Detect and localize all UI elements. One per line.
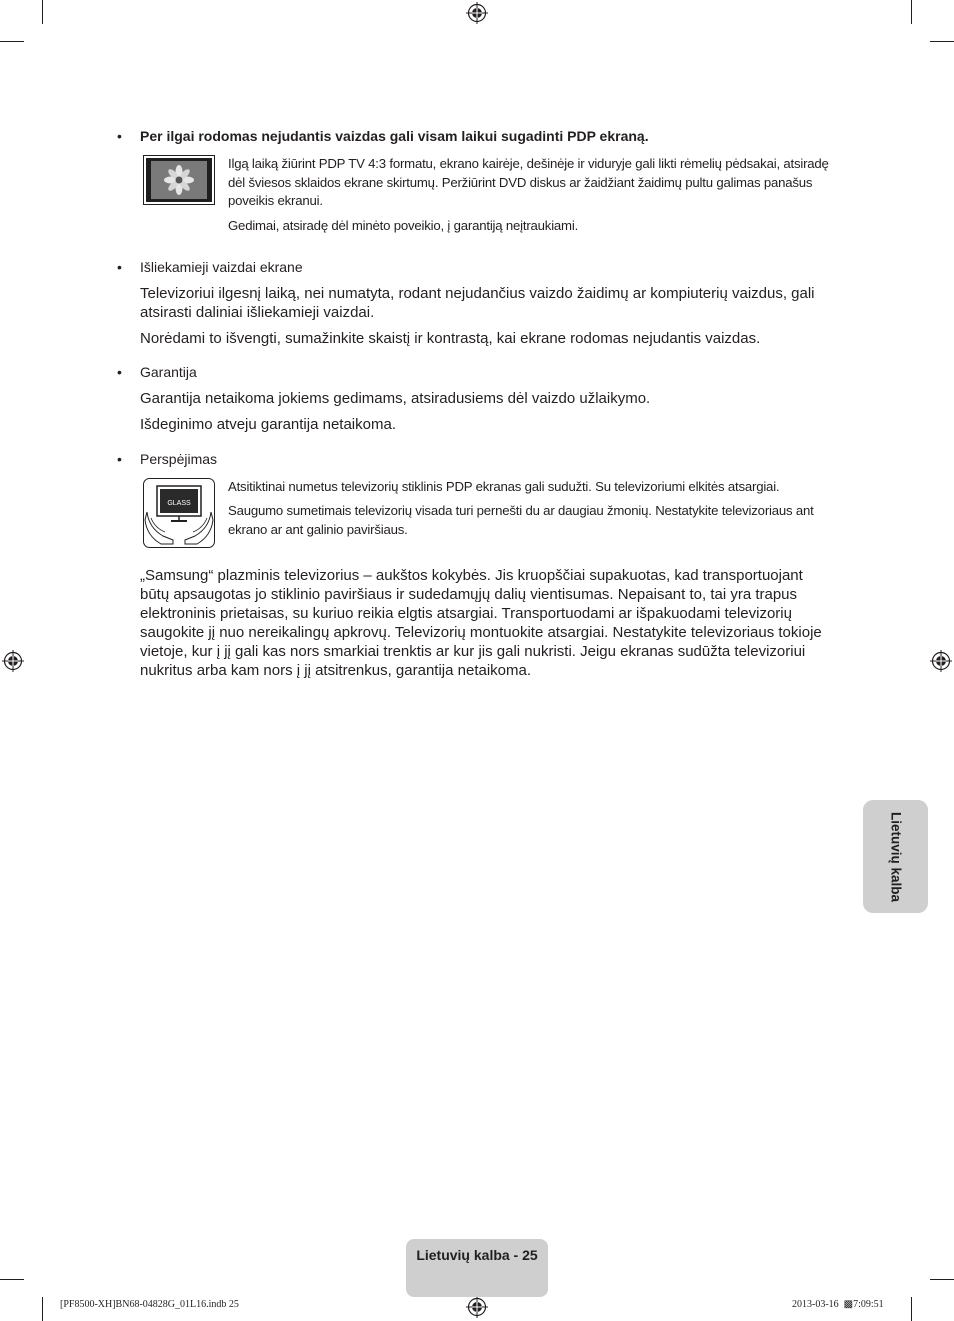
bullet: •	[117, 128, 122, 144]
page-number-label: Lietuvių kalba - 25	[416, 1247, 538, 1263]
crop-mark	[0, 41, 24, 42]
crop-mark	[42, 1297, 43, 1321]
body-paragraph: Televizoriui ilgesnį laiką, nei numatyta, rodant nejudančius vaizdo žaidimų ar kompiuterių vaizdus, gali atsirasti daliniai išliekamieji vaizdai.	[140, 285, 815, 321]
language-side-tab	[863, 800, 928, 913]
registration-mark-icon	[466, 2, 488, 24]
body-paragraph: Norėdami to išvengti, sumažinkite skaistį ir kontrastą, kai ekrane rodomas nejudantis vaizdas.	[140, 330, 761, 347]
footer-file: [PF8500-XH]BN68-04828G_01L16.indb 25	[60, 1299, 239, 1310]
registration-mark-icon	[930, 650, 952, 672]
section-heading: Garantija	[140, 364, 197, 380]
note-text: Ilgą laiką žiūrint PDP TV 4:3 formatu, ekrano kairėje, dešinėje ir viduryje gali likti rėmelių pėdsakai, atsiradę dėl šviesos sklaidos ekrane skirtumų. Peržiūrint DVD diskus ar žaidžiant žaidimų pultu galimas panašus poveikis ekranui.	[228, 156, 829, 208]
crop-mark	[42, 0, 43, 24]
note-text: Atsitiktinai numetus televizorių stiklinis PDP ekranas gali sudužti. Su televizoriumi elkitės atsargiai.	[228, 479, 780, 494]
crop-mark	[911, 0, 912, 24]
side-tab-label: Lietuvių kalba	[888, 811, 903, 902]
body-paragraph: Išdeginimo atveju garantija netaikoma.	[140, 416, 396, 433]
crop-mark	[0, 1279, 24, 1280]
page-number-tab	[406, 1239, 548, 1297]
registration-mark-icon	[2, 650, 24, 672]
footer-glyph: ▩	[843, 1299, 854, 1310]
section-heading: Per ilgai rodomas nejudantis vaizdas gali visam laikui sugadinti PDP ekraną.	[140, 128, 649, 144]
section-heading: Perspėjimas	[140, 451, 218, 467]
section-heading: Išliekamieji vaizdai ekrane	[140, 259, 303, 275]
crop-mark	[930, 41, 954, 42]
crop-mark	[911, 1297, 912, 1321]
tv-flower-image-icon	[143, 155, 215, 205]
note-text: Gedimai, atsiradę dėl minėto poveikio, į garantiją neįtraukiami.	[228, 218, 579, 233]
footer-date-text: 2013-03-16	[792, 1299, 839, 1310]
closing-paragraph: „Samsung“ plazminis televizorius – aukštos kokybės. Jis kruopščiai supakuotas, kad transportuojant būtų apsaugotas jo stiklinio paviršiaus ir sudedamųjų dalių vientisumas. Nepaisant to, tai yra trapus elektroninis prietaisas, su kuriuo reikia elgtis atsargiai. Transportuodami ar išpakuodami televizorių saugokite jį nuo nereikalingų apkrovų. Televizorių montuokite atsargiai. Nestatykite televizoriaus tokioje vietoje, kur į jį gali kas nors smarkiai trenktis ar kur jis gali nukristi. Jeigu ekranas sudūžta televizoriui nukritus arba kam nors į jį atsitrenkus, garantija netaikoma.	[140, 567, 822, 679]
glass-label: GLASS	[167, 500, 191, 507]
glass-tv-hands-icon	[143, 478, 215, 548]
footer-date	[792, 1299, 884, 1310]
bullet: •	[117, 451, 122, 467]
bullet: •	[117, 364, 122, 380]
crop-mark	[930, 1279, 954, 1280]
bullet: •	[117, 259, 122, 275]
note-text: Saugumo sumetimais televizorių visada turi pernešti du ar daugiau žmonių. Nestatykite televizoriaus ant ekrano ar ant galinio paviršiaus.	[228, 503, 814, 537]
body-paragraph: Garantija netaikoma jokiems gedimams, atsiradusiems dėl vaizdo užlaikymo.	[140, 390, 651, 407]
footer-time: 7:09:51	[853, 1299, 884, 1310]
registration-mark-icon	[466, 1296, 488, 1318]
